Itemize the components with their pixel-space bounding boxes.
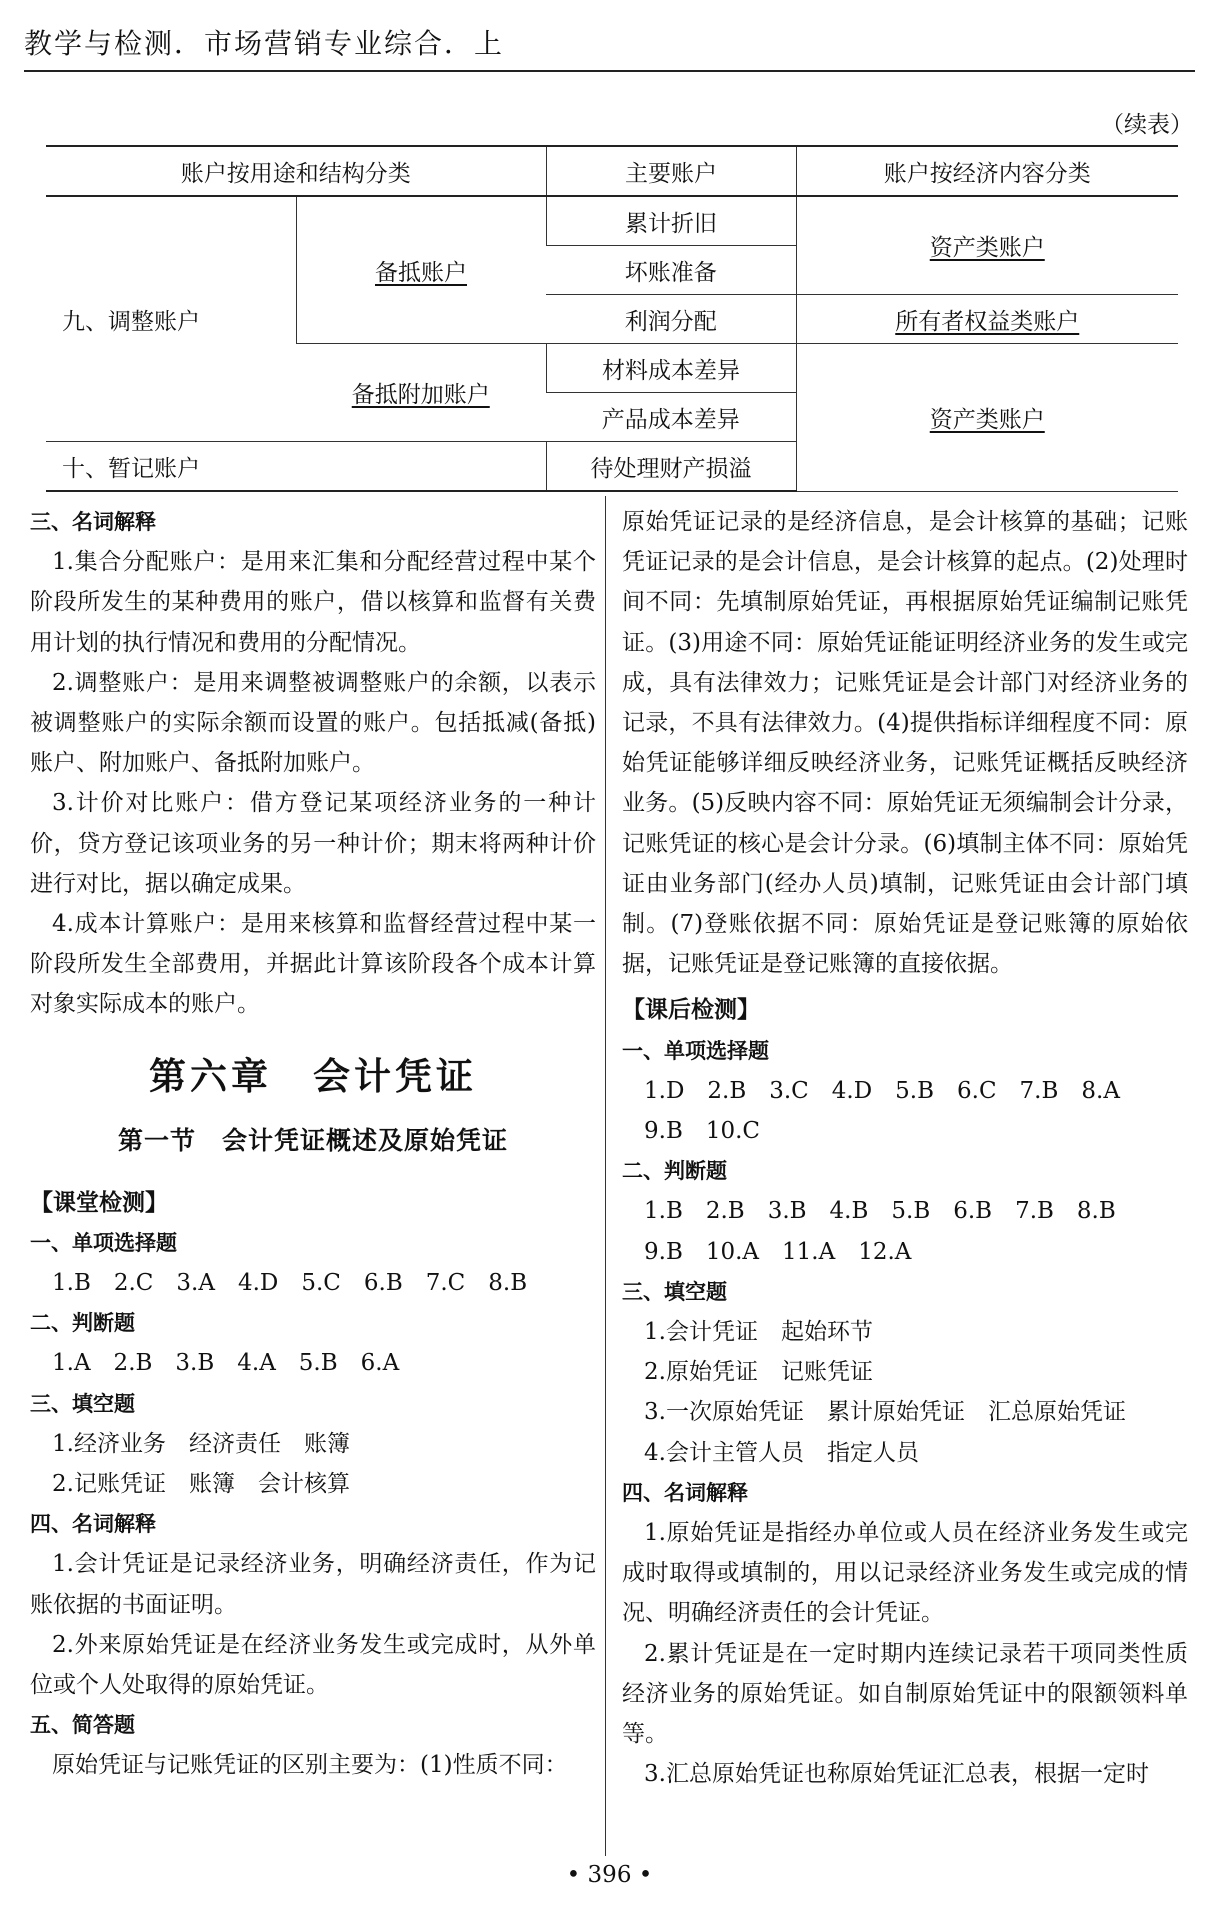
answer-line: 3.一次原始凭证 累计原始凭证 汇总原始凭证 <box>644 1399 1126 1426</box>
answer-line: 1.A 2.B 3.B 4.A 5.B 6.A <box>52 1350 400 1377</box>
account-classification-table <box>46 145 1178 492</box>
class-check-heading: 【课堂检测】 <box>30 1189 168 1216</box>
subcategory-cell <box>296 196 546 344</box>
section-heading: 一、单项选择题 <box>622 1038 769 1063</box>
header-cell: 账户按经济内容分类 <box>796 146 1178 196</box>
header-cell: 主要账户 <box>546 146 796 196</box>
account-cell: 产品成本差异 <box>546 393 796 442</box>
term-paragraph: 3.汇总原始凭证也称原始凭证汇总表，根据一定时 <box>644 1761 1149 1788</box>
term-paragraph: 1.集合分配账户：是用来汇集和分配经营过程中某个阶段所发生的某种费用的账户，借以核算和监督有关费用计划的执行情况和费用的分配情况。 <box>30 549 596 656</box>
chapter-title: 第六章 会计凭证 <box>149 1054 477 1098</box>
answer-line: 2.原始凭证 记账凭证 <box>644 1359 873 1386</box>
term-paragraph: 4.成本计算账户：是用来核算和监督经营过程中某一阶段所发生全部费用，并据此计算该阶段各个成本计算对象实际成本的账户。 <box>30 911 596 1018</box>
header-cell: 账户按用途和结构分类 <box>46 146 546 196</box>
account-cell: 材料成本差异 <box>546 344 796 393</box>
econ-cell <box>796 196 1178 295</box>
section-heading: 四、名词解释 <box>622 1480 748 1505</box>
section-heading: 一、单项选择题 <box>30 1230 177 1255</box>
section-heading: 三、名词解释 <box>30 510 156 534</box>
short-answer-paragraph: 原始凭证与记账凭证的区别主要为：(1)性质不同： <box>52 1752 568 1779</box>
running-header: 教学与检测．市场营销专业综合．上 <box>24 27 505 60</box>
term-paragraph: 1.原始凭证是指经办单位或人员在经济业务发生或完成时取得或填制的，用以记录经济业务发生或完成的情况、明确经济责任的会计凭证。 <box>622 1520 1188 1627</box>
econ-label: 资产类账户 <box>929 235 1045 261</box>
section-heading: 二、判断题 <box>30 1311 135 1336</box>
subcategory-label: 备抵账户 <box>375 259 467 286</box>
page-number: • 396 • <box>566 1862 653 1888</box>
answer-line: 9.B 10.A 11.A 12.A <box>644 1238 912 1265</box>
term-paragraph: 3.计价对比账户：借方登记某项经济业务的一种计价，贷方登记该项业务的另一种计价；期末将两种计价进行对比，据以确定成果。 <box>30 790 596 897</box>
answer-line: 9.B 10.C <box>644 1118 761 1145</box>
section-heading: 四、名词解释 <box>30 1512 156 1537</box>
subcategory-cell <box>296 344 546 442</box>
table-continued-label: （续表） <box>1101 112 1193 138</box>
econ-cell <box>796 295 1178 344</box>
section-heading: 三、填空题 <box>622 1279 727 1304</box>
econ-label: 资产类账户 <box>929 406 1045 433</box>
account-cell: 累计折旧 <box>546 196 796 246</box>
after-check-heading: 【课后检测】 <box>622 997 760 1024</box>
subcategory-label: 备抵附加账户 <box>351 382 490 408</box>
term-paragraph: 1.会计凭证是记录经济业务，明确经济责任，作为记账依据的书面证明。 <box>30 1551 596 1618</box>
short-answer-continued: 原始凭证记录的是经济信息，是会计核算的基础；记账凭证记录的是会计信息，是会计核算的起点。(2)处理时间不同：先填制原始凭证，再根据原始凭证编制记账凭证。(3)用途不同：原始凭证能证明经济业务的发生或完成，具有法律效力；记账凭证是会计部门对经济业务的记录，不具有法律效力。(4)提供指标详细程度不同：原始凭证能够详细反映经济业务，记账凭证概括反映经济业务。(5)反映内容不同：原始凭证无须编制会计分录，记账凭证的核心是会计分录。(6)填制主体不同：原始凭证由业务部门(经办人员)填制，记账凭证由会计部门填制。(7)登账依据不同：原始凭证是登记账簿的原始依据，记账凭证是登记账簿的直接依据。 <box>622 509 1188 978</box>
answer-line: 1.B 2.B 3.B 4.B 5.B 6.B 7.B 8.B <box>644 1198 1116 1225</box>
econ-cell <box>796 344 1178 492</box>
account-cell: 待处理财产损溢 <box>546 442 796 492</box>
answer-line: 2.记账凭证 账簿 会计核算 <box>52 1471 350 1498</box>
section-heading: 五、简答题 <box>30 1713 135 1738</box>
header-rule <box>24 70 1195 72</box>
account-cell: 利润分配 <box>546 295 796 344</box>
answer-line: 4.会计主管人员 指定人员 <box>644 1439 919 1466</box>
section-title: 第一节 会计凭证概述及原始凭证 <box>117 1125 508 1155</box>
answer-line: 1.B 2.C 3.A 4.D 5.C 6.B 7.C 8.B <box>52 1270 528 1297</box>
column-divider <box>605 496 606 1856</box>
term-paragraph: 2.累计凭证是在一定时期内连续记录若干项同类性质经济业务的原始凭证。如自制原始凭证中的限额领料单等。 <box>622 1640 1188 1748</box>
table-row <box>46 196 1178 246</box>
right-column <box>622 502 1188 1795</box>
econ-label: 所有者权益类账户 <box>895 308 1080 335</box>
answer-line: 1.会计凭证 起始环节 <box>644 1319 873 1346</box>
category-cell: 九、调整账户 <box>46 196 296 442</box>
category-cell: 十、暂记账户 <box>46 442 546 492</box>
answer-line: 1.经济业务 经济责任 账簿 <box>52 1430 350 1457</box>
table-header-row <box>46 146 1178 196</box>
answer-line: 1.D 2.B 3.C 4.D 5.B 6.C 7.B 8.A <box>644 1077 1120 1104</box>
section-heading: 三、填空题 <box>30 1391 135 1416</box>
term-paragraph: 2.调整账户：是用来调整被调整账户的余额，以表示被调整账户的实际余额而设置的账户。包括抵减(备抵)账户、附加账户、备抵附加账户。 <box>30 669 596 777</box>
left-column <box>30 502 596 1786</box>
account-cell: 坏账准备 <box>546 246 796 295</box>
section-heading: 二、判断题 <box>622 1159 727 1184</box>
term-paragraph: 2.外来原始凭证是在经济业务发生或完成时，从外单位或个人处取得的原始凭证。 <box>30 1631 596 1699</box>
